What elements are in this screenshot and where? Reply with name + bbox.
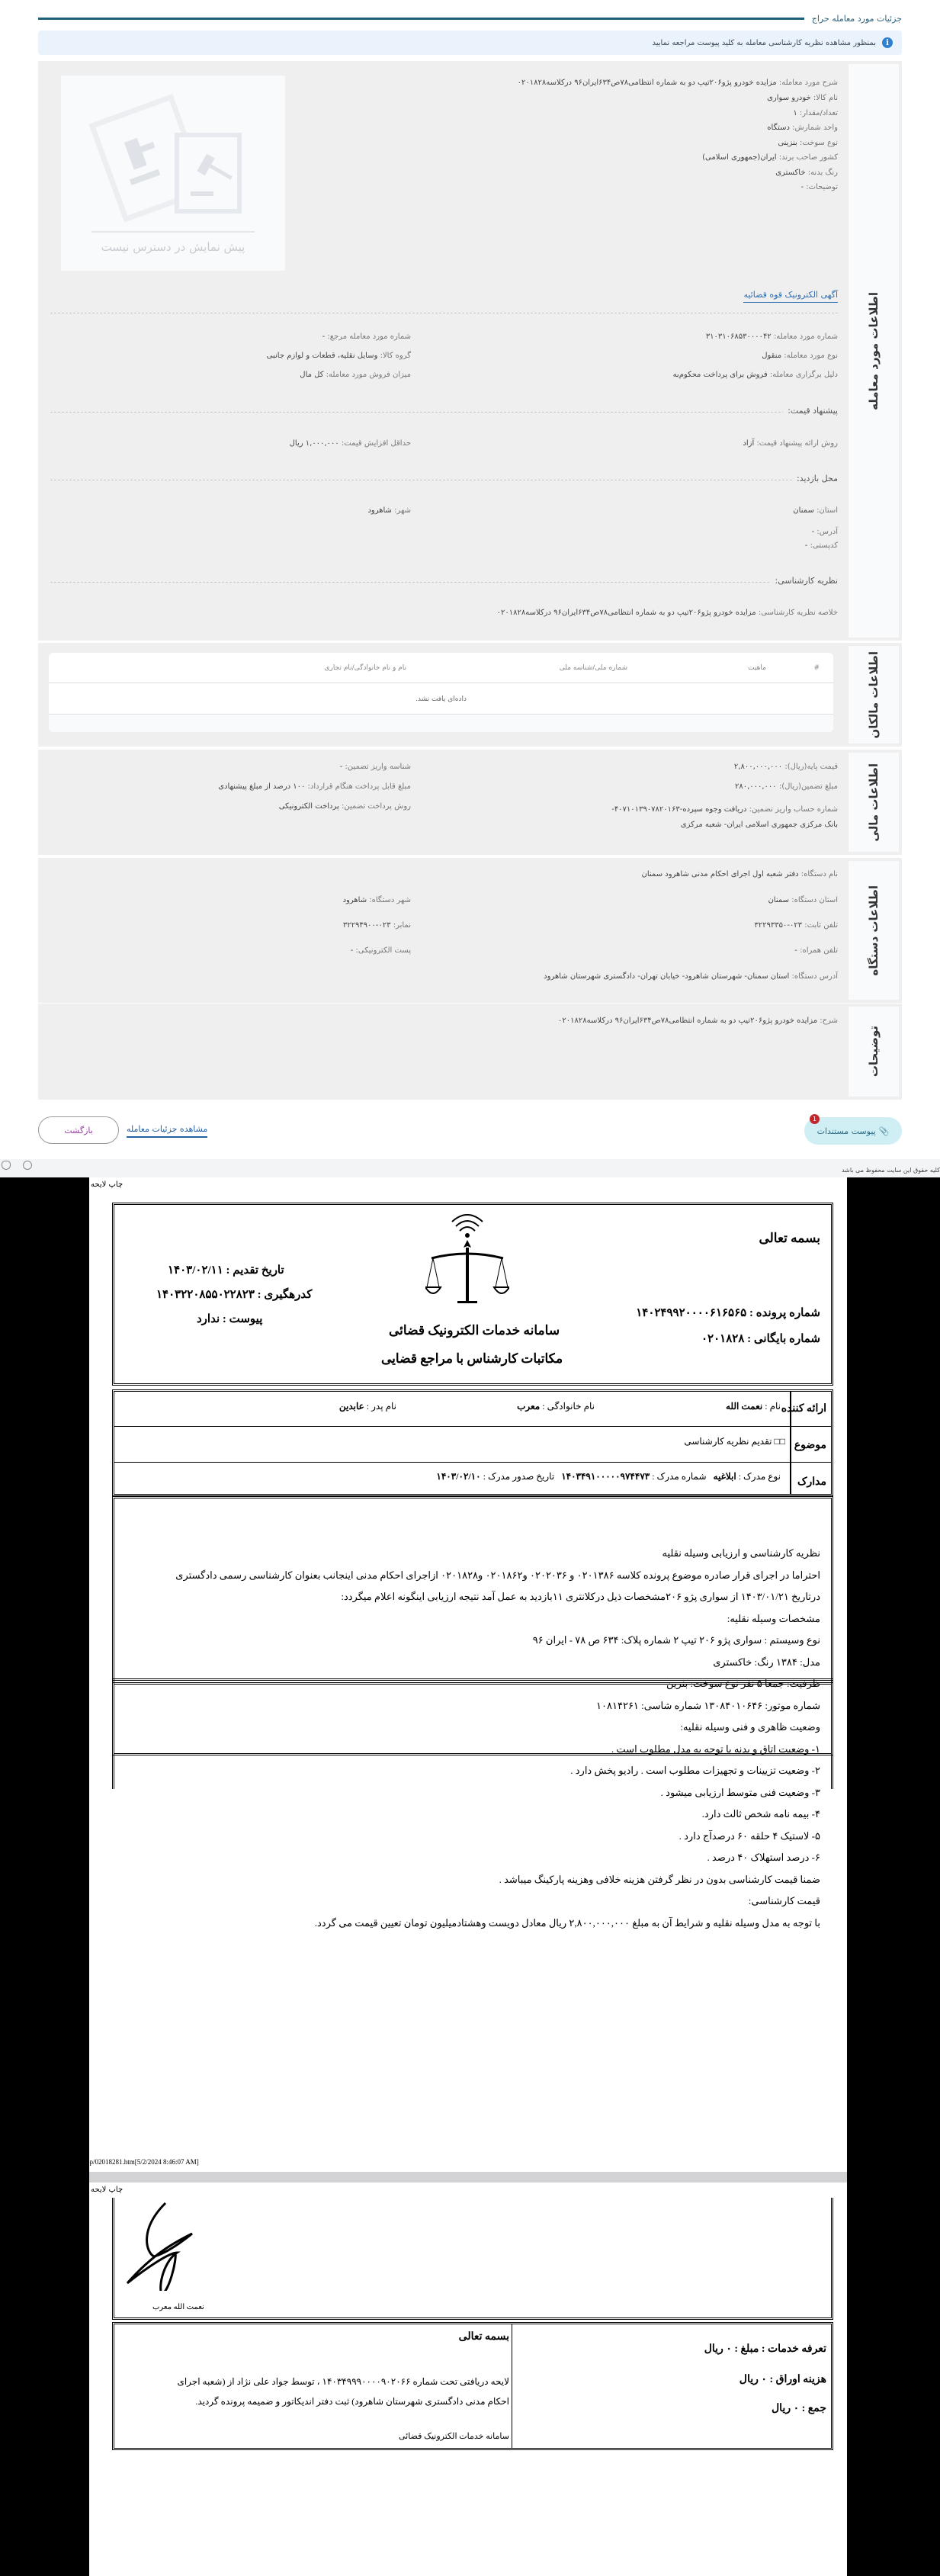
visit-province: استان: سمنان	[793, 506, 838, 515]
owners-table-header	[49, 653, 833, 683]
attachments-button[interactable]	[804, 1117, 902, 1145]
info-banner-text: بمنظور مشاهده نظریه کارشناسی معامله به کلید پیوست مراجعه نمایید	[652, 38, 876, 47]
notes-side-label: توضیحات	[849, 1007, 899, 1097]
agency-province: استان دستگاه: سمنان	[768, 896, 838, 904]
emblem-logo-icon	[2, 1161, 11, 1170]
signature-box	[112, 2198, 833, 2320]
agency-section	[38, 858, 902, 1003]
guarantee-amount: مبلغ تضمین(ریال): ۲۸۰,۰۰۰,۰۰۰	[734, 782, 838, 791]
agency-mobile: تلفن همراه: -	[794, 946, 838, 955]
agency-email: پست الکترونیکی: -	[350, 946, 411, 955]
presenter-label: ارائه کننده	[781, 1403, 826, 1415]
signature-box-top	[112, 1682, 833, 1789]
owners-section	[38, 643, 902, 747]
agency-name: نام دستگاه: دفتر شعبه اول اجرای احکام مدنی شاهرود سمنان	[641, 870, 838, 878]
col-nature: ماهیت	[748, 664, 766, 672]
subject-label: موضوع	[794, 1440, 826, 1451]
item-name: نام کالا: خودرو سواری	[767, 94, 838, 102]
doc-details: نوع مدرک : ابلاغیه شماره مدرک : ۱۴۰۳۴۹۱۰۰۰۰۰۹۷۴۴۷۳ تاریخ صدور مدرک : ۱۴۰۳/۰۲/۱۰	[436, 1471, 781, 1482]
submit-date: تاریخ تقدیم : ۱۴۰۳/۰۲/۱۱	[168, 1264, 284, 1277]
globe-logo-icon	[23, 1161, 32, 1170]
price-offer-heading: پیشنهاد قیمت:	[783, 406, 838, 416]
fees-paper: هزینه اوراق : ۰ ریال	[739, 2374, 826, 2385]
signature-image	[124, 2199, 200, 2291]
ref-deal-number: شماره مورد معامله مرجع: -	[322, 332, 411, 341]
owners-side-label: اطلاعات مالکان	[849, 646, 899, 744]
deal-reason: دلیل برگزاری معامله: فروش برای پرداخت محکوم‌به	[672, 371, 838, 379]
deal-info-side-label: اطلاعات مورد معامله	[849, 64, 899, 638]
brand-country: کشور صاحب برند: ایران(جمهوری اسلامی)	[702, 153, 838, 162]
payable-amount: مبلغ قابل پرداخت هنگام قرارداد: ۱۰۰ درصد از مبلغ پیشنهادی	[218, 782, 411, 791]
tracking-code: کدرهگیری : ۱۴۰۳۲۲۰۸۵۵۰۲۲۸۲۳	[156, 1289, 313, 1301]
view-deal-details-link[interactable]: مشاهده جزئیات معامله	[127, 1124, 207, 1138]
system-title: سامانه خدمات الکترونیک قضائی	[389, 1323, 560, 1338]
agency-address: آدرس دستگاه: استان سمنان- شهرستان شاهرود- خیابان تهران- دادگستری شهرستان شاهرود	[544, 972, 838, 981]
expert-opinion-text: نظریه کارشناسی و ارزیابی وسیله نقلیه احتراما در اجرای قرار صادره موضوع پرونده کلاسه ۰۲۰۱۳۸۶ و ۰۲۰۲۰۳۶ و۰۲۰۱۸۶۲ و۰۲۰۱۸۲۸ ازاجرای احکام مدنی اینجانب بعنوان کارشناسی رسمی دادگستری درتاریخ ۱۴۰۳/۰۱/۲۱ از سواری پژو ۲۰۶مشخصات ذیل درکلانتری ۱۱بازدید به عمل آمد نتیجه ارزیابی اینگونه اعلام میگردد: مشخصات وسیله نقلیه: نوع وسیستم : سواری پژو ۲۰۶ تیپ ۲ شماره پلاک: ۶۳۴ ص ۷۸ - ایران ۹۶ مدل: ۱۳۸۴ رنگ: خاکستری ظرفیت: جمعا ۵ نفر نوع سوخت: بنزین شماره موتور: ۱۳۰۸۴۰۱۰۶۴۶ شماره شاسی: ۱۰۸۱۴۲۶۱ وضعیت ظاهری و فنی وسیله نقلیه: ۱- وضعیت اتاق و بدنه با توجه به مدل مطلوب است . ۲- وضعیت تزیینات و تجهیزات مطلوب است . رادیو پخش دارد . ۳- وضعیت فنی متوسط ارزیابی میشود . ۴- بیمه نامه شخص ثالث دارد. ۵- لاستیک ۴ حلقه ۶۰ درصدآج دارد . ۶- درصد استهلاک ۴۰ درصد . ضمنا قیمت کارشناسی بدون در نظر گرفتن هزینه خلافی وهزینه پارکینگ میباشد . قیمت کارشناسی: با توجه به مدل وسیله نقلیه و شرایط آن به مبلغ ۲,۸۰۰,۰۰۰,۰۰۰ ریال معادل دویست وهشتادمیلیون تومان تعیین قیمت می گردد.	[175, 1547, 820, 1929]
notes-description: شرح: مزایده خودرو پژو۲۰۶تیپ دو به شماره انتظامی۷۸ص۶۳۴ایران۹۶ درکلاسه۰۲۰۱۸۲۸	[558, 1017, 838, 1025]
gavel-placeholder-icon	[61, 75, 285, 228]
sale-extent: میزان فروش مورد معامله: کل مال	[300, 371, 411, 379]
owners-empty-message: داده‌ای یافت نشد.	[49, 684, 833, 715]
page-header	[38, 8, 902, 29]
file-path-footer: file:///C/Users/15332605/Desktop/02018281.htm[5/2/2024 8:46:07 AM]	[0, 2158, 199, 2166]
preview-unavailable-text: پیش نمایش در دسترس نیست	[101, 240, 245, 254]
owners-table-footer	[49, 715, 833, 732]
fuel-type: نوع سوخت: بنزینی	[778, 139, 838, 147]
receipt-line-2: احکام مدنی دادگستری شهرستان شاهرود) ثبت دفتر اندیکاتور و ضمیمه پرونده گردید.	[195, 2396, 509, 2407]
col-index: #	[813, 664, 820, 672]
info-icon: i	[882, 37, 893, 48]
justice-scales-logo-icon	[425, 1214, 509, 1313]
body-color: رنگ بدنه: خاکستری	[775, 169, 838, 177]
document-page-1	[89, 1177, 847, 2172]
visit-location-heading: محل بازدید:	[792, 474, 838, 483]
attachments-button-label: پیوست مستندات	[816, 1126, 876, 1136]
attachments-count-badge: 1	[810, 1114, 820, 1124]
receipt-system-name: سامانه خدمات الکترونیک قضائی	[399, 2432, 509, 2441]
info-banner	[38, 31, 902, 55]
financial-section	[38, 750, 902, 855]
min-increase: حداقل افزایش قیمت: ۱,۰۰۰,۰۰۰ ریال	[289, 439, 411, 448]
owners-table	[49, 653, 833, 732]
subject-value: □□ تقدیم نظریه کارشناسی	[684, 1436, 785, 1447]
presenter-last-name: نام خانوادگی : معرب	[517, 1401, 595, 1412]
case-number: شماره پرونده : ۱۴۰۲۴۹۹۲۰۰۰۰۶۱۶۵۶۵	[636, 1307, 820, 1319]
print-brief-label: چاپ لایحه	[91, 2186, 124, 2194]
site-footer	[0, 1159, 940, 1177]
preview-divider	[91, 231, 255, 233]
deal-number: شماره مورد معامله: ۳۱۰۳۱۰۶۸۵۳۰۰۰۰۴۲	[705, 332, 838, 341]
quantity: تعداد/مقدار: ۱	[793, 109, 838, 117]
receipt-bismillah: بسمه تعالی	[458, 2331, 509, 2343]
signer-name: نعمت الله معرب	[152, 2303, 204, 2311]
guarantee-pay-method: روش پرداخت تضمین: پرداخت الکترونیکی	[278, 802, 411, 811]
offer-method: روش ارائه پیشنهاد قیمت: آزاد	[743, 439, 838, 448]
agency-side-label: اطلاعات دستگاه	[849, 861, 899, 1000]
visit-city: شهر: شاهرود	[367, 506, 411, 515]
base-price: قیمت پایه(ریال): ۲,۸۰۰,۰۰۰,۰۰۰	[733, 763, 838, 771]
judiciary-ad-link[interactable]: آگهی الکترونیک قوه قضائیه	[743, 290, 838, 303]
goods-group: گروه کالا: وسایل نقلیه، قطعات و لوازم جانبی	[266, 352, 411, 360]
scanned-document	[0, 1177, 940, 2576]
document-header-box	[112, 1203, 833, 1386]
document-info-table	[112, 1389, 833, 1496]
visit-address: آدرس: -	[811, 528, 838, 536]
bismillah: بسمه تعالی	[759, 1231, 820, 1245]
fees-services: تعرفه خدمات : مبلغ : ۰ ریال	[704, 2343, 826, 2355]
divider	[50, 412, 838, 413]
agency-fax: نمابر: ۰۲۳-۳۲۲۹۴۹۰۰	[342, 921, 411, 930]
deposit-id: شناسه واریز تضمین: -	[339, 763, 411, 771]
system-subtitle: مکاتبات کارشناس با مراجع قضایی	[381, 1351, 563, 1366]
image-preview-placeholder	[61, 75, 285, 271]
print-brief-label: چاپ لایحه	[91, 1180, 124, 1189]
archive-number: شماره بایگانی : ۰۲۰۱۸۲۸	[701, 1333, 820, 1345]
document-page-2	[89, 2183, 847, 2576]
divider	[50, 582, 838, 583]
page-title: جزئیات مورد معامله حراج	[811, 13, 902, 24]
deal-description: شرح مورد معامله: مزایده خودرو پژو۲۰۶تیپ دو به شماره انتظامی۷۸ص۶۳۴ایران۹۶ درکلاسه۰۲۰۱۸۲۸	[517, 79, 838, 87]
agency-phone: تلفن ثابت: ۰۲۳-۳۲۲۹۳۳۵۰	[754, 921, 838, 930]
title-underline	[38, 18, 804, 20]
page-gap	[89, 2172, 847, 2183]
presenter-first-name: نام : نعمت الله	[725, 1401, 781, 1412]
attachment-status: پیوست : ندارد	[197, 1313, 263, 1325]
deposit-account: شماره حساب واریز تضمین: دریافت وجوه سپرده-۴۰۷۱۰۱۳۹۰۷۸۲۰۱۶۳- بانک مرکزی جمهوری اسلامی ایران- شعبه مرکزی	[611, 805, 838, 829]
fees-receipt-box	[112, 2322, 833, 2450]
item-notes: توضیحات: -	[800, 183, 838, 191]
presenter-father-name: نام پدر : عابدین	[338, 1401, 396, 1412]
receipt-line-1: لایحه دریافتی تحت شماره ۱۴۰۳۴۹۹۹۰۰۰۰۹۰۲۰۶۶ ، توسط جواد علی نژاد از (شعبه اجرای	[177, 2376, 509, 2387]
col-national-id: شماره ملی/شناسه ملی	[559, 664, 627, 672]
col-name: نام و نام خانوادگی/نام تجاری	[324, 664, 406, 672]
agency-city: شهر دستگاه: شاهرود	[342, 896, 411, 904]
expert-summary: خلاصه نظریه کارشناسی: مزایده خودرو پژو۲۰۶تیپ دو به شماره انتظامی۷۸ص۶۳۴ایران۹۶ درکلاسه۰۲۰۱۸۲۸	[496, 609, 838, 617]
fees-total: جمع : ۰ ریال	[771, 2403, 826, 2414]
visit-postal-code: کدپستی: -	[804, 541, 838, 550]
financial-side-label: اطلاعات مالی	[849, 753, 899, 852]
notes-section	[38, 1004, 902, 1100]
footer-logos	[2, 1161, 32, 1170]
deal-info-section	[38, 61, 902, 641]
deal-type: نوع مورد معامله: منقول	[762, 352, 838, 360]
docs-label: مدارک	[797, 1476, 826, 1488]
back-button[interactable]: بازگشت	[38, 1116, 119, 1144]
paperclip-icon: 📎	[878, 1126, 890, 1136]
copyright-text: کلیه حقوق این سایت محفوظ می باشد	[841, 1167, 940, 1174]
expert-opinion-heading: نظریه کارشناسی:	[771, 576, 839, 586]
unit: واحد شمارش: دستگاه	[767, 124, 838, 132]
